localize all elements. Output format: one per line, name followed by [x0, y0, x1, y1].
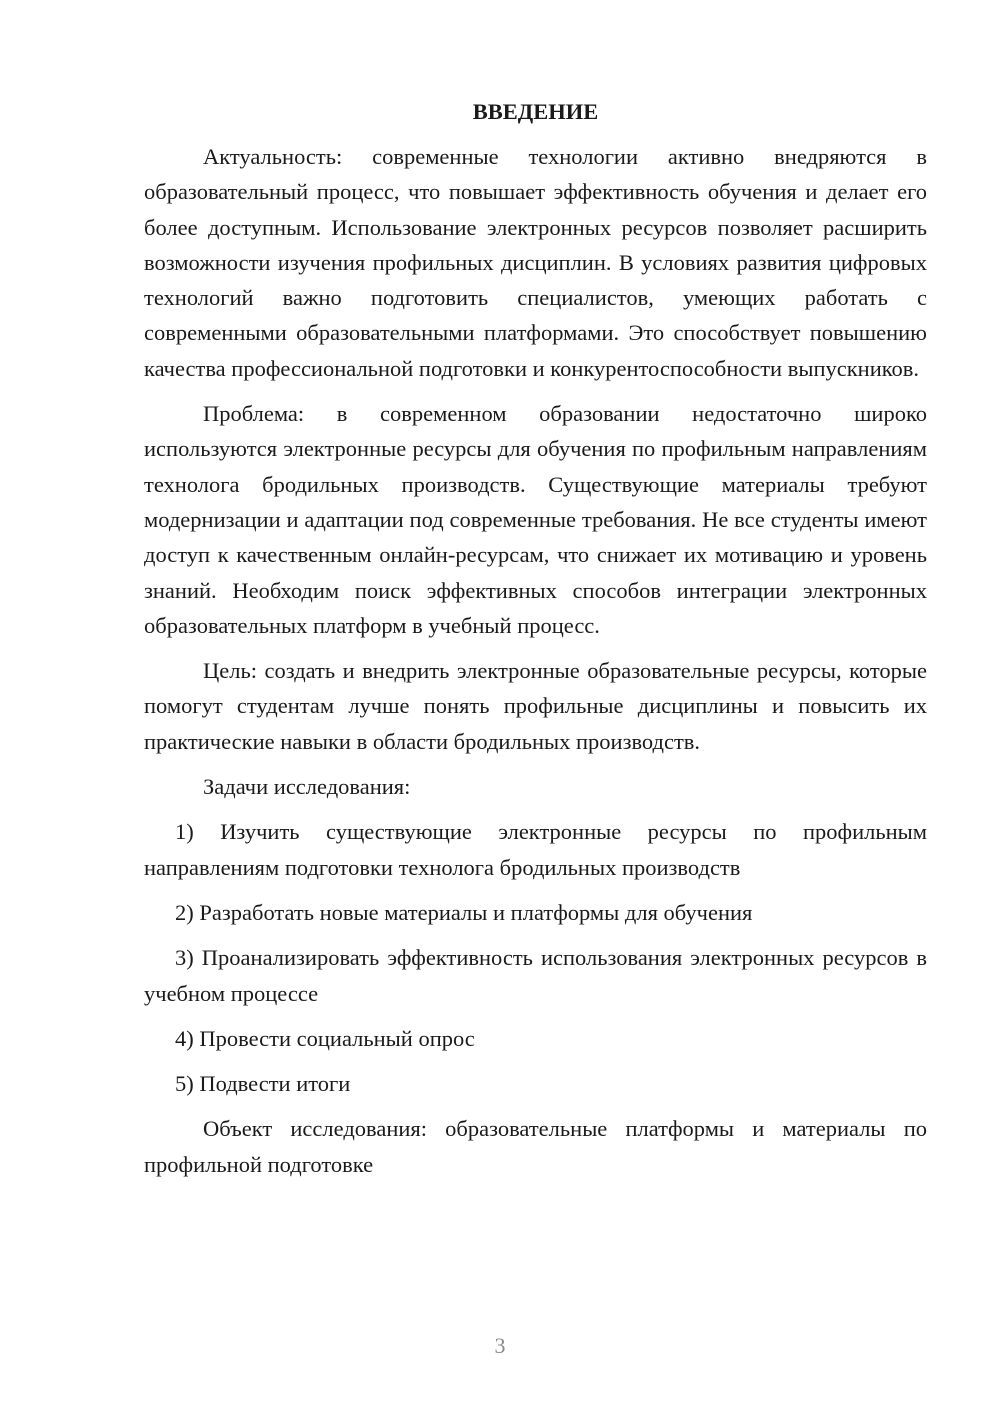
task-item-1: 1) Изучить существующие электронные ресурсы по профильным направлениям подготовки технолога бродильных производств: [144, 819, 927, 880]
paragraph-tasks-intro: Задачи исследования:: [203, 774, 411, 800]
page-number: 3: [494, 1333, 506, 1358]
page-body: [144, 94, 927, 1192]
task-item-2: 2) Разработать новые материалы и платформы для обучения: [175, 899, 753, 925]
task-item-3: 3) Проанализировать эффективность использования электронных ресурсов в учебном процессе: [144, 945, 927, 1006]
paragraph-object: Объект исследования: образовательные платформы и материалы по профильной подготовке: [144, 1116, 927, 1177]
section-heading: ВВЕДЕНИЕ: [472, 99, 599, 124]
task-item-5: 5) Подвести итоги: [175, 1071, 351, 1097]
paragraph-goal: Цель: создать и внедрить электронные образовательные ресурсы, которые помогут студентам лучше понять профильные дисциплины и повысить их практические навыки в области бродильных производств.: [144, 658, 927, 754]
task-item-4: 4) Провести социальный опрос: [175, 1025, 475, 1051]
paragraph-problem: Проблема: в современном образовании недостаточно широко используются электронные ресурсы для обучения по профильным направлениям технолога бродильных производств. Существующие материалы требуют модернизации и адаптации под современные требования. Не все студенты имеют доступ к качественным онлайн-ресурсам, что снижает их мотивацию и уровень знаний. Необходим поиск эффективных способов интеграции электронных образовательных платформ в учебный процесс.: [144, 401, 927, 638]
paragraph-relevance: Актуальность: современные технологии активно внедряются в образовательный процесс, что повышает эффективность обучения и делает его более доступным. Использование электронных ресурсов позволяет расширить возможности изучения профильных дисциплин. В условиях развития цифровых технологий важно подготовить специалистов, умеющих работать с современными образовательными платформами. Это способствует повышению качества профессиональной подготовки и конкурентоспособности выпускников.: [144, 144, 927, 381]
